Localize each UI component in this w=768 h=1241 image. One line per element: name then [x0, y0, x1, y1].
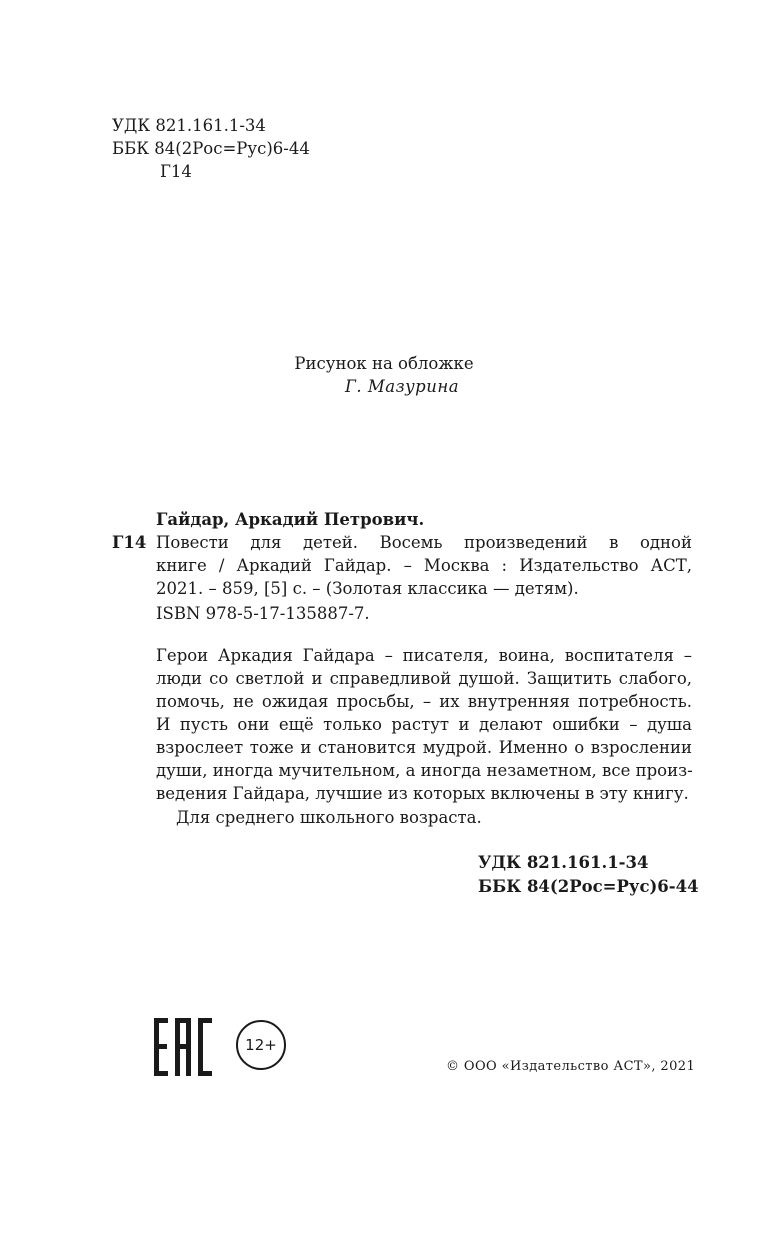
bibliographic-entry — [112, 508, 692, 625]
entry-description-line: книге / Аркадий Гайдар. – Москва : Издательство АСТ, — [156, 556, 692, 575]
annotation — [156, 644, 692, 829]
bbk-code: ББК 84(2Рос=Рус)6-44 — [112, 139, 310, 158]
udk-code-bottom: УДК 821.161.1-34 — [478, 853, 649, 872]
copyright: © ООО «Издательство АСТ», 2021 — [446, 1059, 696, 1074]
annotation-line: люди со светлой и справедливой душой. Защитить слабого, — [156, 669, 692, 688]
entry-author: Гайдар, Аркадий Петрович. — [156, 510, 425, 529]
annotation-line: И пусть они ещё только растут и делают ошибки – душа — [156, 715, 692, 734]
annotation-line: души, иногда мучительном, а иногда незаметном, все произ- — [156, 761, 693, 780]
entry-row — [112, 531, 692, 600]
udk-footer-block — [478, 851, 699, 899]
annotation-line: ведения Гайдара, лучшие из которых включены в эту книгу. — [156, 784, 689, 803]
cover-artist: Г. Мазурина — [344, 377, 460, 396]
cover-credit — [0, 352, 768, 398]
entry-author-mark: Г14 — [112, 533, 147, 552]
cover-caption: Рисунок на обложке — [294, 354, 474, 373]
author-mark: Г14 — [160, 162, 192, 181]
udk-code: УДК 821.161.1-34 — [112, 116, 266, 135]
annotation-line: Герои Аркадия Гайдара – писателя, воина, воспитателя – — [156, 646, 692, 665]
entry-description-line: Повести для детей. Восемь произведений в одной — [156, 533, 692, 552]
entry-description-line: 2021. – 859, [5] с. – (Золотая классика — детям). — [156, 579, 579, 598]
annotation-line: помочь, не ожидая просьбы, – их внутренняя потребность. — [156, 692, 692, 711]
eac-logo-icon — [154, 1018, 212, 1076]
age-rating-badge: 12+ — [236, 1020, 286, 1070]
entry-description — [156, 531, 692, 600]
annotation-line: взрослеет тоже и становится мудрой. Именно о взрослении — [156, 738, 692, 757]
age-note: Для среднего школьного возраста. — [176, 808, 482, 827]
isbn: ISBN 978-5-17-135887-7. — [156, 604, 370, 623]
udk-header-block — [112, 114, 310, 183]
bbk-code-bottom: ББК 84(2Рос=Рус)6-44 — [478, 877, 699, 896]
